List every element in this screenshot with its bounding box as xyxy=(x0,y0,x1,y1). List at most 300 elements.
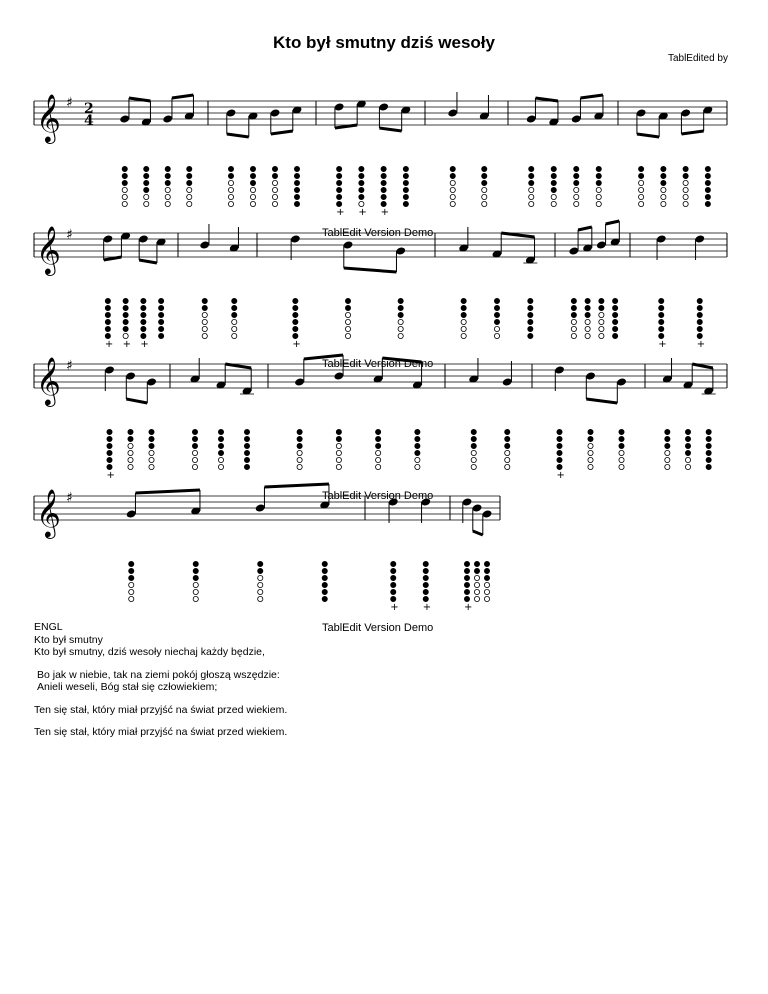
fingering-chart xyxy=(202,298,207,338)
closed-hole-icon xyxy=(322,575,327,580)
closed-hole-icon xyxy=(322,589,327,594)
closed-hole-icon xyxy=(403,173,408,178)
open-hole-icon xyxy=(232,319,237,324)
fingering-chart xyxy=(292,298,300,350)
time-signature-bottom: 4 xyxy=(84,113,94,129)
closed-hole-icon xyxy=(122,173,127,178)
closed-hole-icon xyxy=(482,180,487,185)
open-hole-icon xyxy=(336,464,341,469)
open-hole-icon xyxy=(474,596,479,601)
octave-plus-mark: + xyxy=(122,339,132,350)
closed-hole-icon xyxy=(474,568,479,573)
closed-hole-icon xyxy=(529,166,534,171)
open-hole-icon xyxy=(345,319,350,324)
closed-hole-icon xyxy=(403,180,408,185)
open-hole-icon xyxy=(149,457,154,462)
open-hole-icon xyxy=(398,333,403,338)
fingering-chart xyxy=(471,429,476,469)
open-hole-icon xyxy=(683,201,688,206)
note-beam xyxy=(637,134,659,137)
fingering-chart xyxy=(159,298,164,338)
open-hole-icon xyxy=(574,187,579,192)
watermark-text: TablEdit Version Demo xyxy=(322,227,434,239)
closed-hole-icon xyxy=(294,187,299,192)
fingering-chart xyxy=(574,166,579,206)
lyrics-line: Ten się stał, który miał przyjść na świat przed wiekiem. xyxy=(34,703,288,716)
closed-hole-icon xyxy=(697,305,702,310)
fingering-chart xyxy=(528,298,533,338)
key-signature-sharp-icon: ♯ xyxy=(66,490,73,506)
closed-hole-icon xyxy=(494,319,499,324)
fingering-chart xyxy=(258,561,263,601)
fingering-chart xyxy=(484,561,489,601)
closed-hole-icon xyxy=(359,166,364,171)
song-title: Kto był smutny dziś wesoły xyxy=(273,33,495,52)
closed-hole-icon xyxy=(391,561,396,566)
open-hole-icon xyxy=(585,333,590,338)
closed-hole-icon xyxy=(159,312,164,317)
closed-hole-icon xyxy=(391,568,396,573)
fingering-chart xyxy=(551,166,556,206)
fingering-chart xyxy=(297,429,302,469)
open-hole-icon xyxy=(474,575,479,580)
closed-hole-icon xyxy=(571,305,576,310)
closed-hole-icon xyxy=(337,180,342,185)
open-hole-icon xyxy=(596,194,601,199)
closed-hole-icon xyxy=(337,173,342,178)
closed-hole-icon xyxy=(107,464,112,469)
fingering-chart xyxy=(571,298,576,338)
octave-plus-mark: + xyxy=(696,339,706,350)
open-hole-icon xyxy=(599,326,604,331)
open-hole-icon xyxy=(250,201,255,206)
note-beam xyxy=(379,128,401,131)
closed-hole-icon xyxy=(391,575,396,580)
open-hole-icon xyxy=(484,589,489,594)
closed-hole-icon xyxy=(159,319,164,324)
closed-hole-icon xyxy=(381,187,386,192)
open-hole-icon xyxy=(619,457,624,462)
fingering-chart xyxy=(685,429,690,469)
closed-hole-icon xyxy=(474,561,479,566)
closed-hole-icon xyxy=(129,561,134,566)
closed-hole-icon xyxy=(415,443,420,448)
fingering-chart xyxy=(683,166,688,206)
note-beam xyxy=(104,257,122,260)
closed-hole-icon xyxy=(294,180,299,185)
closed-hole-icon xyxy=(122,166,127,171)
closed-hole-icon xyxy=(128,436,133,441)
open-hole-icon xyxy=(128,457,133,462)
closed-hole-icon xyxy=(415,429,420,434)
open-hole-icon xyxy=(551,201,556,206)
note-beam xyxy=(580,95,603,98)
closed-hole-icon xyxy=(149,443,154,448)
open-hole-icon xyxy=(494,333,499,338)
open-hole-icon xyxy=(683,187,688,192)
closed-hole-icon xyxy=(639,173,644,178)
closed-hole-icon xyxy=(192,429,197,434)
closed-hole-icon xyxy=(322,596,327,601)
treble-clef-icon xyxy=(36,225,61,276)
open-hole-icon xyxy=(149,450,154,455)
closed-hole-icon xyxy=(141,333,146,338)
note-beam xyxy=(501,233,534,237)
closed-hole-icon xyxy=(105,298,110,303)
open-hole-icon xyxy=(596,187,601,192)
closed-hole-icon xyxy=(588,429,593,434)
open-hole-icon xyxy=(202,319,207,324)
open-hole-icon xyxy=(297,457,302,462)
open-hole-icon xyxy=(202,312,207,317)
open-hole-icon xyxy=(683,194,688,199)
closed-hole-icon xyxy=(461,312,466,317)
open-hole-icon xyxy=(571,333,576,338)
closed-hole-icon xyxy=(294,173,299,178)
closed-hole-icon xyxy=(482,173,487,178)
closed-hole-icon xyxy=(529,180,534,185)
open-hole-icon xyxy=(482,187,487,192)
closed-hole-icon xyxy=(659,333,664,338)
treble-clef-glyph: 𝄞 xyxy=(36,356,61,405)
open-hole-icon xyxy=(192,464,197,469)
closed-hole-icon xyxy=(376,429,381,434)
note-beam xyxy=(135,490,200,493)
closed-hole-icon xyxy=(244,436,249,441)
closed-hole-icon xyxy=(123,298,128,303)
fingering-chart xyxy=(450,166,455,206)
octave-plus-mark: + xyxy=(106,470,115,481)
closed-hole-icon xyxy=(685,436,690,441)
open-hole-icon xyxy=(461,333,466,338)
closed-hole-icon xyxy=(381,201,386,206)
closed-hole-icon xyxy=(685,443,690,448)
open-hole-icon xyxy=(122,187,127,192)
closed-hole-icon xyxy=(464,575,469,580)
closed-hole-icon xyxy=(398,298,403,303)
closed-hole-icon xyxy=(461,298,466,303)
open-hole-icon xyxy=(450,194,455,199)
closed-hole-icon xyxy=(705,173,710,178)
open-hole-icon xyxy=(192,457,197,462)
note-beam xyxy=(578,227,592,230)
closed-hole-icon xyxy=(105,319,110,324)
closed-hole-icon xyxy=(494,298,499,303)
open-hole-icon xyxy=(187,201,192,206)
open-hole-icon xyxy=(665,450,670,455)
closed-hole-icon xyxy=(685,450,690,455)
closed-hole-icon xyxy=(391,582,396,587)
fingering-chart xyxy=(336,429,341,469)
closed-hole-icon xyxy=(244,443,249,448)
octave-plus-mark: + xyxy=(556,470,565,481)
closed-hole-icon xyxy=(706,457,711,462)
closed-hole-icon xyxy=(272,166,277,171)
closed-hole-icon xyxy=(528,333,533,338)
closed-hole-icon xyxy=(659,305,664,310)
open-hole-icon xyxy=(683,180,688,185)
closed-hole-icon xyxy=(250,180,255,185)
closed-hole-icon xyxy=(391,589,396,594)
open-hole-icon xyxy=(661,201,666,206)
closed-hole-icon xyxy=(557,429,562,434)
octave-plus-mark: + xyxy=(336,207,345,218)
closed-hole-icon xyxy=(107,429,112,434)
open-hole-icon xyxy=(588,450,593,455)
closed-hole-icon xyxy=(159,333,164,338)
open-hole-icon xyxy=(345,312,350,317)
closed-hole-icon xyxy=(337,187,342,192)
fingering-chart xyxy=(596,166,601,206)
fingering-chart xyxy=(398,298,403,338)
open-hole-icon xyxy=(232,326,237,331)
open-hole-icon xyxy=(529,187,534,192)
closed-hole-icon xyxy=(685,429,690,434)
closed-hole-icon xyxy=(398,305,403,310)
open-hole-icon xyxy=(461,326,466,331)
closed-hole-icon xyxy=(706,429,711,434)
note-beam xyxy=(129,98,151,101)
closed-hole-icon xyxy=(187,173,192,178)
open-hole-icon xyxy=(574,201,579,206)
fingering-chart xyxy=(144,166,149,206)
fingering-chart xyxy=(619,429,624,469)
closed-hole-icon xyxy=(297,436,302,441)
lyrics-line: Anieli weseli, Bóg stał się człowiekiem; xyxy=(37,681,218,693)
closed-hole-icon xyxy=(683,166,688,171)
closed-hole-icon xyxy=(706,443,711,448)
open-hole-icon xyxy=(685,464,690,469)
closed-hole-icon xyxy=(557,464,562,469)
closed-hole-icon xyxy=(159,326,164,331)
closed-hole-icon xyxy=(322,561,327,566)
closed-hole-icon xyxy=(705,194,710,199)
closed-hole-icon xyxy=(464,582,469,587)
closed-hole-icon xyxy=(528,305,533,310)
fingering-chart xyxy=(585,298,590,338)
closed-hole-icon xyxy=(596,180,601,185)
closed-hole-icon xyxy=(613,305,618,310)
open-hole-icon xyxy=(599,319,604,324)
treble-clef-glyph: 𝄞 xyxy=(36,225,61,274)
closed-hole-icon xyxy=(613,319,618,324)
closed-hole-icon xyxy=(557,436,562,441)
note-beam xyxy=(172,95,194,98)
open-hole-icon xyxy=(144,194,149,199)
closed-hole-icon xyxy=(272,173,277,178)
open-hole-icon xyxy=(258,575,263,580)
fingering-chart xyxy=(122,166,127,206)
closed-hole-icon xyxy=(337,201,342,206)
closed-hole-icon xyxy=(697,312,702,317)
closed-hole-icon xyxy=(471,436,476,441)
open-hole-icon xyxy=(450,187,455,192)
treble-clef-glyph: 𝄞 xyxy=(36,488,61,537)
open-hole-icon xyxy=(129,596,134,601)
closed-hole-icon xyxy=(322,582,327,587)
lyrics-line: Bo jak w niebie, tak na ziemi pokój głoszą wszędzie: xyxy=(37,668,280,681)
closed-hole-icon xyxy=(359,187,364,192)
closed-hole-icon xyxy=(381,194,386,199)
closed-hole-icon xyxy=(244,457,249,462)
open-hole-icon xyxy=(505,464,510,469)
closed-hole-icon xyxy=(336,429,341,434)
closed-hole-icon xyxy=(244,450,249,455)
lyrics-block xyxy=(34,621,287,749)
open-hole-icon xyxy=(232,333,237,338)
closed-hole-icon xyxy=(551,173,556,178)
closed-hole-icon xyxy=(665,436,670,441)
closed-hole-icon xyxy=(144,166,149,171)
closed-hole-icon xyxy=(471,443,476,448)
fingering-chart xyxy=(193,561,198,601)
closed-hole-icon xyxy=(294,166,299,171)
octave-plus-mark: + xyxy=(390,602,399,613)
closed-hole-icon xyxy=(293,298,298,303)
open-hole-icon xyxy=(471,464,476,469)
closed-hole-icon xyxy=(482,166,487,171)
open-hole-icon xyxy=(484,582,489,587)
closed-hole-icon xyxy=(705,166,710,171)
fingering-chart xyxy=(482,166,487,206)
closed-hole-icon xyxy=(149,429,154,434)
open-hole-icon xyxy=(228,201,233,206)
open-hole-icon xyxy=(639,180,644,185)
fingering-chart xyxy=(218,429,223,469)
closed-hole-icon xyxy=(706,464,711,469)
open-hole-icon xyxy=(272,194,277,199)
octave-plus-mark: + xyxy=(140,339,149,350)
closed-hole-icon xyxy=(574,180,579,185)
fingering-chart xyxy=(376,429,381,469)
closed-hole-icon xyxy=(557,457,562,462)
closed-hole-icon xyxy=(141,312,146,317)
open-hole-icon xyxy=(415,457,420,462)
open-hole-icon xyxy=(192,450,197,455)
closed-hole-icon xyxy=(187,166,192,171)
fingering-chart xyxy=(697,298,705,350)
note-beam xyxy=(344,268,397,272)
closed-hole-icon xyxy=(484,561,489,566)
open-hole-icon xyxy=(474,589,479,594)
open-hole-icon xyxy=(551,194,556,199)
closed-hole-icon xyxy=(505,429,510,434)
open-hole-icon xyxy=(128,464,133,469)
fingering-chart xyxy=(588,429,593,469)
fingering-chart xyxy=(705,166,710,206)
octave-plus-mark: + xyxy=(464,602,473,613)
open-hole-icon xyxy=(129,589,134,594)
note-beam xyxy=(264,484,329,487)
fingering-chart xyxy=(706,429,711,469)
closed-hole-icon xyxy=(528,298,533,303)
closed-hole-icon xyxy=(293,326,298,331)
fingering-chart xyxy=(336,166,344,218)
closed-hole-icon xyxy=(144,173,149,178)
closed-hole-icon xyxy=(528,312,533,317)
open-hole-icon xyxy=(529,194,534,199)
closed-hole-icon xyxy=(423,589,428,594)
closed-hole-icon xyxy=(661,180,666,185)
fingering-chart xyxy=(250,166,255,206)
open-hole-icon xyxy=(187,194,192,199)
lyrics-line: Kto był smutny xyxy=(34,633,103,646)
closed-hole-icon xyxy=(706,450,711,455)
open-hole-icon xyxy=(376,450,381,455)
closed-hole-icon xyxy=(294,201,299,206)
closed-hole-icon xyxy=(107,450,112,455)
open-hole-icon xyxy=(450,201,455,206)
open-hole-icon xyxy=(482,201,487,206)
open-hole-icon xyxy=(574,194,579,199)
closed-hole-icon xyxy=(613,298,618,303)
closed-hole-icon xyxy=(551,166,556,171)
open-hole-icon xyxy=(588,464,593,469)
treble-clef-glyph: 𝄞 xyxy=(36,93,61,142)
closed-hole-icon xyxy=(659,326,664,331)
closed-hole-icon xyxy=(639,166,644,171)
open-hole-icon xyxy=(505,450,510,455)
closed-hole-icon xyxy=(613,326,618,331)
closed-hole-icon xyxy=(599,298,604,303)
open-hole-icon xyxy=(258,582,263,587)
closed-hole-icon xyxy=(528,326,533,331)
open-hole-icon xyxy=(202,333,207,338)
closed-hole-icon xyxy=(484,575,489,580)
closed-hole-icon xyxy=(159,298,164,303)
fingering-chart xyxy=(557,429,565,481)
open-hole-icon xyxy=(619,464,624,469)
closed-hole-icon xyxy=(683,173,688,178)
open-hole-icon xyxy=(376,457,381,462)
closed-hole-icon xyxy=(159,305,164,310)
closed-hole-icon xyxy=(528,319,533,324)
closed-hole-icon xyxy=(659,319,664,324)
closed-hole-icon xyxy=(461,305,466,310)
note-beam xyxy=(473,531,483,535)
closed-hole-icon xyxy=(613,333,618,338)
open-hole-icon xyxy=(484,596,489,601)
watermark-text: TablEdit Version Demo xyxy=(322,358,434,370)
closed-hole-icon xyxy=(585,305,590,310)
key-signature-sharp-icon: ♯ xyxy=(66,227,73,243)
fingering-chart xyxy=(665,429,670,469)
open-hole-icon xyxy=(272,180,277,185)
closed-hole-icon xyxy=(122,180,127,185)
closed-hole-icon xyxy=(403,187,408,192)
fingering-chart xyxy=(149,429,154,469)
closed-hole-icon xyxy=(376,436,381,441)
open-hole-icon xyxy=(482,194,487,199)
closed-hole-icon xyxy=(551,187,556,192)
closed-hole-icon xyxy=(619,429,624,434)
closed-hole-icon xyxy=(596,166,601,171)
fingering-chart xyxy=(345,298,350,338)
closed-hole-icon xyxy=(529,173,534,178)
closed-hole-icon xyxy=(551,180,556,185)
open-hole-icon xyxy=(218,464,223,469)
closed-hole-icon xyxy=(659,298,664,303)
fingering-chart xyxy=(244,429,249,469)
fingering-chart xyxy=(464,561,472,613)
fingering-chart xyxy=(128,429,133,469)
fingering-chart xyxy=(494,298,499,338)
closed-hole-icon xyxy=(376,443,381,448)
closed-hole-icon xyxy=(105,305,110,310)
note-beam xyxy=(271,131,293,134)
fingering-chart xyxy=(358,166,366,218)
closed-hole-icon xyxy=(244,429,249,434)
